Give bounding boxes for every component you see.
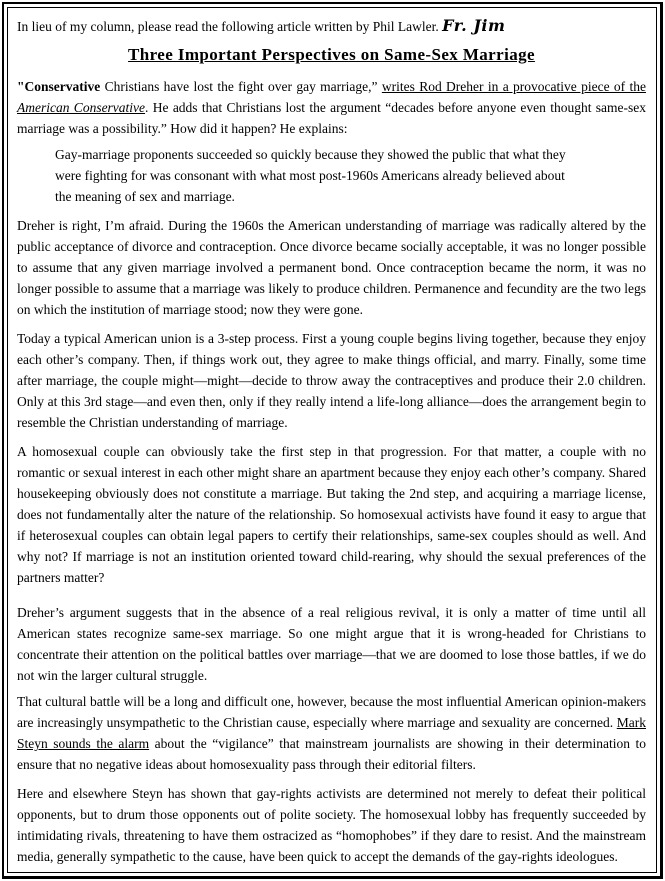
paragraph-here-and-elsewhere: Here and elsewhere Steyn has shown that gay-rights activists are determined not merely to defeat their political opponents, but to drum those opponents out of polite society. The homosexual lobby has frequently succeeded by intimidating rivals, threatening to have them ostracized as “homophobes” if they dare to resist. And the mainstream media, generally sympathetic to the cause, have been quick to accept the demands of the gay-rights ideologues.	[17, 786, 646, 864]
dreher-block-quote: Gay-marriage proponents succeeded so quickly because they showed the public that what they were fighting for was consonant with what most post-1960s Americans already believed about the meaning of sex and marriage.	[55, 147, 566, 204]
intro-line	[17, 15, 646, 37]
document-outer-border	[2, 2, 663, 879]
paragraph-three-step-process: Today a typical American union is a 3-step process. First a young couple begins living together, because they enjoy each other’s company. Then, if things work out, they agree to make things official, and marry. Finally, some time after marriage, the couple might—might—decide to throw away the contraceptives and produce their 2.0 children. Only at this 3rd stage—and even then, only if they really intend a life-long alliance—does the arrangement begin to resemble the Christian understanding of marriage.	[17, 331, 646, 430]
paragraph-drehers-argument: Dreher’s argument suggests that in the absence of a real religious revival, it is only a matter of time until all American states recognize same-sex marriage. So one might argue that it is wrong-headed for Christians to concentrate their attention on the political battles over marriage—that we are doomed to lose those battles, if we do not win the larger cultural struggle.	[17, 605, 646, 683]
paragraph-text: about the “vigilance” that mainstream journalists are showing in their determination to ensure that no negative ideas about homosexuality pass through their editorial filters.	[17, 736, 647, 772]
paragraph-homosexual-couple: A homosexual couple can obviously take the first step in that progression. For that matter, a couple with no romantic or sexual interest in each other might share an apartment because they enjoy each other’s company. Shared housekeeping obviously does not constitute a marriage. But taking the 2nd step, and acquiring a marriage license, does not fundamentally alter the nature of the relationship. So homosexual activists have found it easy to argue that if heterosexual couples can obtain legal papers to certify their relationships, same-sex couples should as well. And why not? If marriage is not an institution oriented toward child-rearing, why should the sexual preferences of the partners matter?	[17, 444, 646, 585]
link-text: writes Rod Dreher in a provocative piece of the	[381, 79, 646, 94]
paragraph-text: Christians have lost the fight over gay marriage,”	[100, 79, 382, 94]
intro-text: In lieu of my column, please read the following article written by Phil Lawler.	[17, 19, 443, 34]
link-text: Mark Steyn sounds the alarm	[17, 715, 646, 751]
paragraph-cultural-battle	[17, 691, 646, 775]
american-conservative-title: American Conservative	[17, 100, 146, 115]
signature-fr-jim: Fr. Jim	[442, 16, 506, 35]
document-page	[7, 7, 657, 873]
paragraph-text: . He adds that Christians lost the argument “decades before anyone even thought same-sex marriage was a possibility.” How did it happen? He explains:	[17, 100, 646, 136]
paragraph-text: That cultural battle will be a long and difficult one, however, because the most influential American opinion-makers are increasingly unsympathetic to the Christian cause, especially where marriage and sexuality are concerned.	[17, 694, 646, 730]
article-title: Three Important Perspectives on Same-Sex Marriage	[128, 45, 535, 64]
paragraph-conservative-christians	[17, 76, 646, 139]
bold-lead-word: "Conservative	[17, 79, 101, 94]
paragraph-dreher-is-right: Dreher is right, I’m afraid. During the 1960s the American understanding of marriage was radically altered by the public acceptance of divorce and contraception. Once divorce became socially acceptable, it was no longer possible to assume that any given marriage involved a permanent bond. Once contraception became the norm, it was no longer possible to assume that a marriage was likely to produce children. Permanence and fecundity are the two legs on which the institution of marriage stood; now they were gone.	[17, 218, 646, 317]
